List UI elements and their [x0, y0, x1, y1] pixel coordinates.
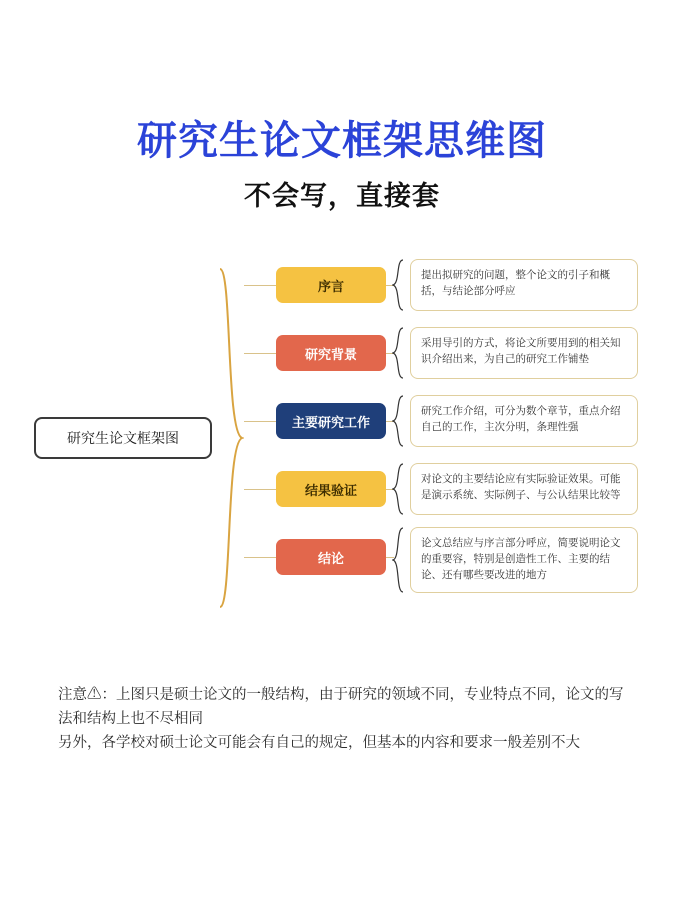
connector-line: [244, 285, 276, 286]
root-node: [34, 417, 212, 459]
brace-icon: [392, 327, 406, 379]
mindmap-diagram: [0, 245, 684, 645]
node-label: 主要研究工作: [291, 414, 370, 430]
description-research-background: [410, 327, 638, 379]
node-conclusion[interactable]: [276, 539, 386, 575]
node-result-verification[interactable]: [276, 471, 386, 507]
node-preface[interactable]: [276, 267, 386, 303]
connector-line: [244, 489, 276, 490]
description-text: 论文总结应与序言部分呼应，简要说明论文的重要容，特别是创造性工作、主要的结论、还有哪些要改进的地方: [421, 537, 621, 581]
node-main-research-work[interactable]: [276, 403, 386, 439]
root-node-label: 研究生论文框架图: [67, 430, 179, 446]
brace-icon: [392, 527, 406, 593]
node-label: 序言: [317, 278, 344, 294]
description-text: 对论文的主要结论应有实际验证效果。可能是演示系统、实际例子、与公认结果比较等: [421, 473, 621, 501]
description-text: 提出拟研究的问题，整个论文的引子和概括，与结论部分呼应: [421, 269, 610, 297]
node-label: 结果验证: [304, 482, 357, 498]
description-result-verification: [410, 463, 638, 515]
connector-line: [244, 421, 276, 422]
description-main-research-work: [410, 395, 638, 447]
note-line-2: 另外，各学校对硕士论文可能会有自己的规定，但基本的内容和要求一般差别不大: [58, 734, 580, 751]
page-title: 研究生论文框架思维图: [137, 119, 547, 163]
description-preface: [410, 259, 638, 311]
connector-line: [244, 353, 276, 354]
page-subtitle: 不会写，直接套: [244, 181, 440, 211]
node-research-background[interactable]: [276, 335, 386, 371]
title-block: [0, 0, 684, 213]
node-label: 结论: [317, 550, 344, 566]
root-brace-icon: [218, 267, 244, 609]
brace-icon: [392, 259, 406, 311]
description-conclusion: [410, 527, 638, 593]
brace-icon: [392, 395, 406, 447]
footer-note: [58, 684, 630, 756]
node-label: 研究背景: [304, 346, 357, 362]
description-text: 采用导引的方式，将论文所要用到的相关知识介绍出来，为自己的研究工作铺垫: [421, 337, 621, 365]
brace-icon: [392, 463, 406, 515]
note-line-1: 注意⚠：上图只是硕士论文的一般结构，由于研究的领域不同，专业特点不同，论文的写法和结构上也不尽相同: [58, 687, 624, 727]
connector-line: [244, 557, 276, 558]
description-text: 研究工作介绍，可分为数个章节，重点介绍自己的工作，主次分明，条理性强: [421, 405, 621, 433]
